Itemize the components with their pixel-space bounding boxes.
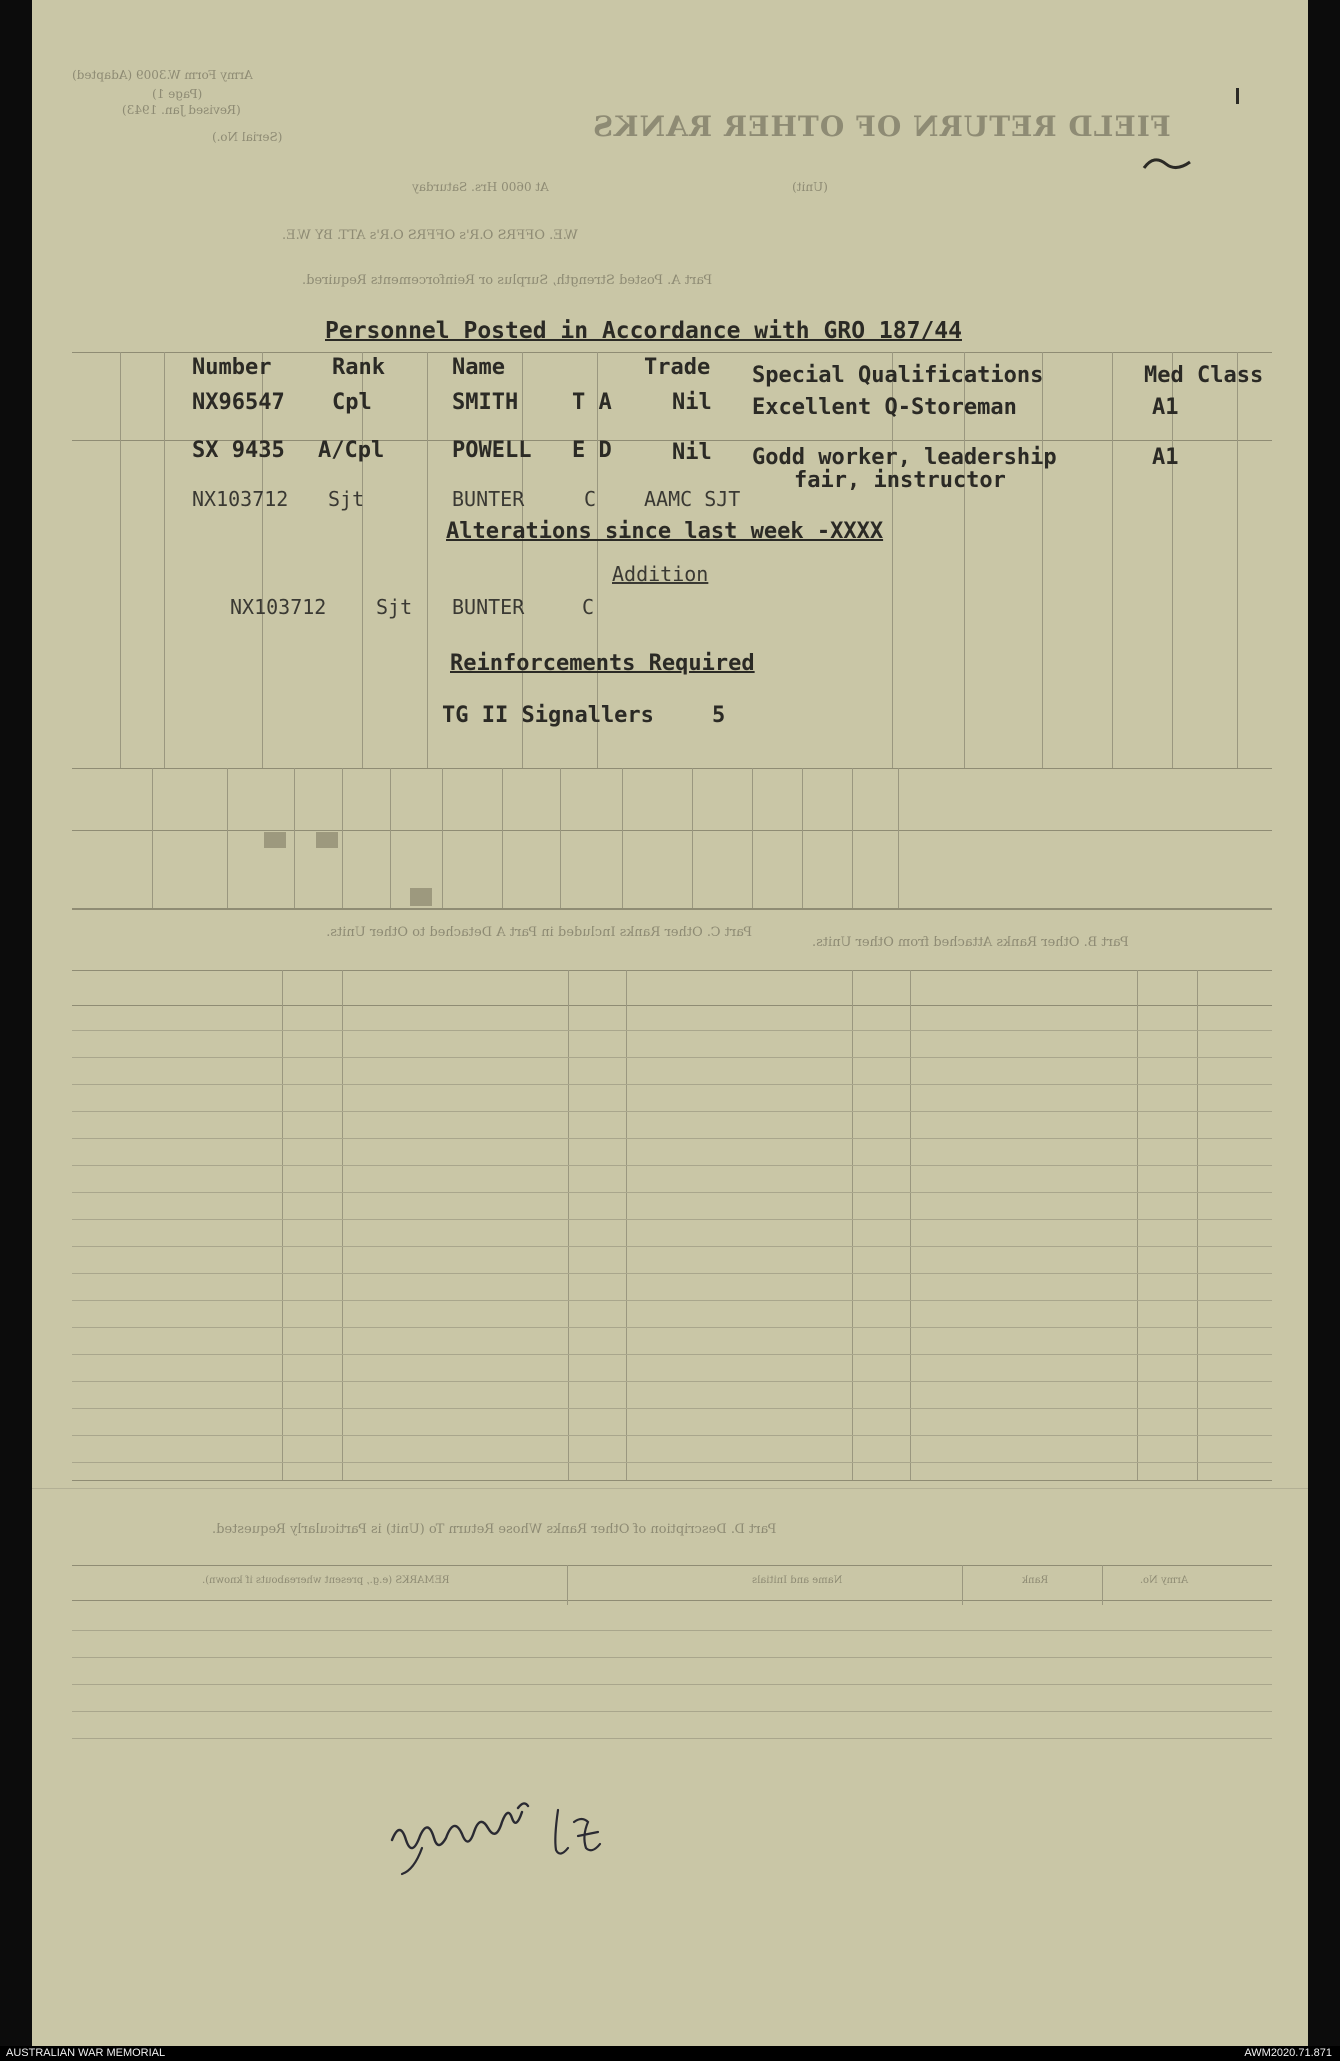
part-d-col-remarks: REMARKS (e.g., present whereabouts if known). — [202, 1575, 450, 1586]
form-sheet — [32, 0, 1308, 2046]
addition-name: BUNTER — [452, 595, 525, 619]
form-we-line: W.E. OFFRS O.R's OFFRS O.R's ATT. BY W.E. — [282, 228, 578, 243]
row2-trade: Nil — [672, 440, 712, 465]
addition-rank: Sjt — [376, 595, 413, 619]
form-title: FIELD RETURN OF OTHER RANKS — [592, 110, 1171, 143]
row2-quals-cont: fair, instructor — [794, 468, 1006, 493]
row2-med: A1 — [1152, 445, 1179, 470]
ruled-line — [72, 1030, 1272, 1031]
row3-name: BUNTER — [452, 487, 525, 511]
part-d-col-rank: Rank — [1022, 1575, 1049, 1586]
row3-initials: C — [584, 487, 597, 511]
row1-trade: Nil — [672, 390, 712, 415]
ruled-line — [72, 1084, 1272, 1085]
ink-mark — [1140, 150, 1200, 180]
ruled-line — [72, 1462, 1272, 1463]
footer-institution: AUSTRALIAN WAR MEMORIAL — [6, 2047, 166, 2059]
row1-rank: Cpl — [332, 390, 372, 415]
footer-bar — [0, 2046, 1340, 2061]
col-header-rank: Rank — [332, 355, 385, 380]
signature — [382, 1770, 632, 1880]
addition-heading: Addition — [612, 562, 709, 586]
form-page: (Page 1) — [152, 87, 203, 101]
typed-heading: Personnel Posted in Accordance with GRO 187/44 — [325, 318, 962, 344]
form-revised: (Revised Jan. 1943) — [122, 103, 241, 117]
ruled-line — [72, 1738, 1272, 1739]
col-header-med-class: Med Class — [1144, 363, 1264, 388]
col-header-number: Number — [192, 355, 272, 380]
row2-number: SX 9435 — [192, 438, 285, 463]
row2-name: POWELL — [452, 438, 532, 463]
ruled-line — [72, 1192, 1272, 1193]
col-header-name: Name — [452, 355, 505, 380]
form-at-line: At 0600 Hrs. Saturday — [412, 180, 549, 194]
form-unit-line: (Unit) — [792, 180, 828, 194]
row1-number: NX96547 — [192, 390, 285, 415]
alterations-heading: Alterations since last week -XXXX — [446, 519, 884, 544]
reinforcements-heading: Reinforcements Required — [450, 651, 755, 676]
col-header-trade: Trade — [644, 355, 711, 380]
part-b-label: Part B. Other Ranks Attached from Other Units. — [812, 935, 1129, 950]
army-form-number: Army Form W.3009 (Adapted) — [72, 68, 253, 82]
reinforcements-count: 5 — [712, 703, 726, 728]
ruled-line — [72, 1435, 1272, 1436]
ruled-line — [72, 1657, 1272, 1658]
row1-quals: Excellent Q-Storeman — [752, 395, 1017, 420]
ruled-line — [72, 1111, 1272, 1112]
row3-number: NX103712 — [192, 487, 289, 511]
part-d-label: Part D. Description of Other Ranks Whose Return To (Unit) is Particularly Requested. — [212, 1522, 777, 1537]
ruled-line — [72, 1246, 1272, 1247]
row1-med: A1 — [1152, 395, 1179, 420]
part-d-col-army-no: Army No. — [1140, 1575, 1189, 1586]
row1-name: SMITH — [452, 390, 519, 415]
addition-number: NX103712 — [230, 595, 327, 619]
ruled-line — [72, 1057, 1272, 1058]
ruled-line — [72, 1219, 1272, 1220]
ruled-line — [72, 1711, 1272, 1712]
ruled-line — [72, 1327, 1272, 1328]
row3-rank: Sjt — [328, 487, 365, 511]
ruled-line — [72, 1354, 1272, 1355]
reinforcements-item: TG II Signallers — [442, 703, 654, 728]
ruled-line — [72, 1630, 1272, 1631]
ruled-line — [72, 1300, 1272, 1301]
ruled-line — [72, 1138, 1272, 1139]
row2-initials: E D — [572, 438, 612, 463]
ruled-line — [72, 1408, 1272, 1409]
form-serial: (Serial No.) — [212, 130, 283, 144]
part-d-col-name: Name and Initials — [752, 1575, 843, 1586]
part-a-label: Part A. Posted Strength, Surplus or Reinforcements Required. — [302, 273, 713, 288]
ink-tick — [1236, 88, 1239, 104]
ruled-line — [72, 1273, 1272, 1274]
ruled-line — [72, 1381, 1272, 1382]
row1-initials: T A — [572, 390, 612, 415]
ruled-line — [72, 1684, 1272, 1685]
col-header-special-quals: Special Qualifications — [752, 363, 1044, 388]
footer-accession-number: AWM2020.71.871 — [1244, 2047, 1332, 2059]
row2-quals: Godd worker, leadership — [752, 445, 1057, 470]
ruled-line — [72, 1165, 1272, 1166]
row3-trade: AAMC SJT — [644, 487, 741, 511]
addition-initials: C — [582, 595, 595, 619]
part-c-label: Part C. Other Ranks Included in Part A Detached to Other Units. — [326, 925, 752, 940]
row2-rank: A/Cpl — [318, 438, 385, 463]
